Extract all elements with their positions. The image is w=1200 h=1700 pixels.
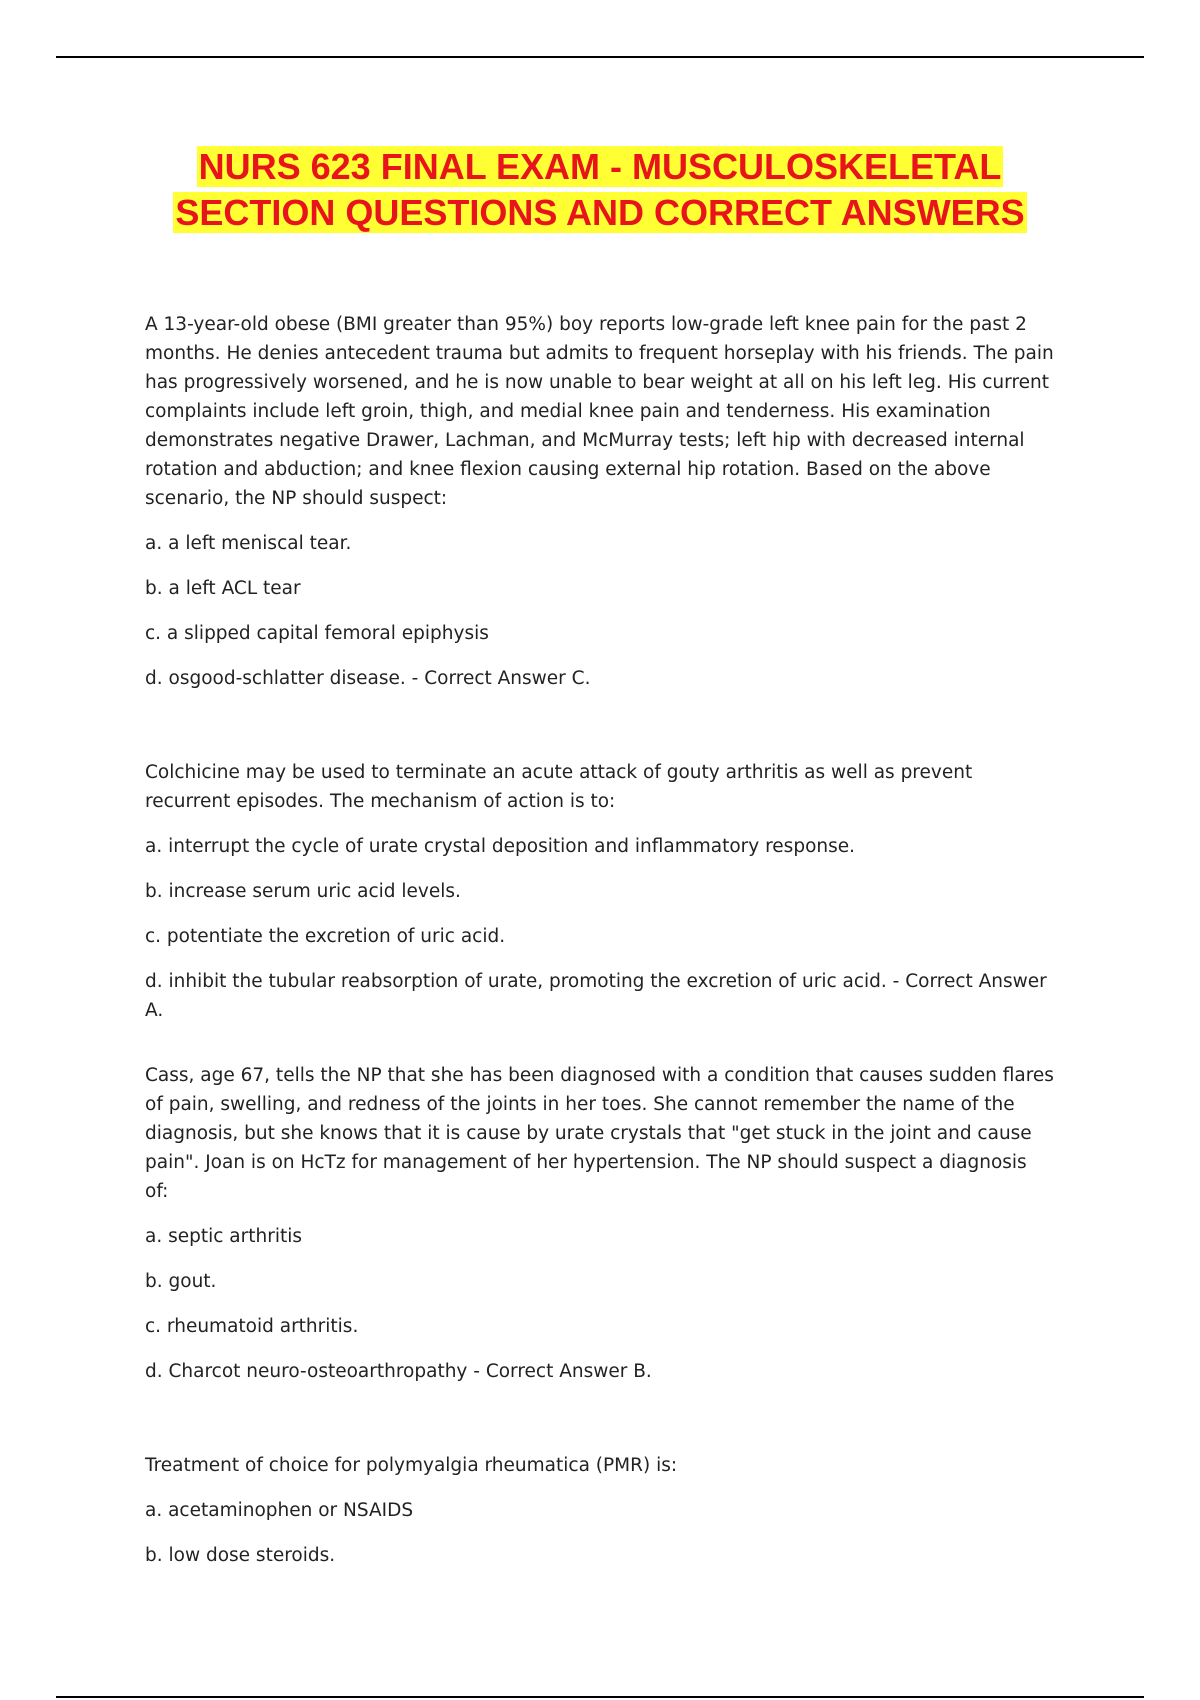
question-text: A 13-year-old obese (BMI greater than 95%) boy reports low-grade left knee pain for the past 2 months. He denies antecedent trauma but admits to frequent horseplay with his friends. The pain has progressively worsened, and he is now unable to bear weight at all on his left leg. His current complaints include left groin, thigh, and medial knee pain and tenderness. His examination demonstrates negative Drawer, Lachman, and McMurray tests; left hip with decreased internal rotation and abduction; and knee flexion causing external hip rotation. Based on the above scenario, the NP should suspect: — [145, 314, 1054, 509]
answer-option-c: c. a slipped capital femoral epiphysis — [145, 623, 489, 644]
answer-option-b: b. gout. — [145, 1271, 217, 1292]
answer-option-b: b. a left ACL tear — [145, 578, 301, 599]
document-body — [145, 310, 1055, 1635]
question-2 — [145, 758, 1055, 1021]
answer-option-d: d. inhibit the tubular reabsorption of urate, promoting the excretion of uric acid. - Correct Answer A. — [145, 971, 1047, 1021]
answer-option-b: b. increase serum uric acid levels. — [145, 881, 461, 902]
answer-option-a: a. septic arthritis — [145, 1226, 303, 1247]
answer-option-a: a. a left meniscal tear. — [145, 533, 352, 554]
answer-option-b: b. low dose steroids. — [145, 1545, 336, 1566]
answer-option-a: a. acetaminophen or NSAIDS — [145, 1500, 414, 1521]
document-title-text: NURS 623 FINAL EXAM - MUSCULOSKELETAL SECTION QUESTIONS AND CORRECT ANSWERS — [175, 146, 1025, 233]
answer-option-d: d. Charcot neuro-osteoarthropathy - Correct Answer B. — [145, 1361, 652, 1382]
question-3 — [145, 1061, 1055, 1402]
answer-option-c: c. rheumatoid arthritis. — [145, 1316, 359, 1337]
question-text: Treatment of choice for polymyalgia rheumatica (PMR) is: — [145, 1455, 678, 1476]
top-rule — [56, 56, 1144, 58]
answer-option-c: c. potentiate the excretion of uric acid. — [145, 926, 506, 947]
bottom-rule — [56, 1696, 1144, 1698]
question-text: Cass, age 67, tells the NP that she has been diagnosed with a condition that causes sudden flares of pain, swelling, and redness of the joints in her toes. She cannot remember the name of the diagnosis, but she knows that it is cause by urate crystals that "get stuck in the joint and cause pain". Joan is on HcTz for management of her hypertension. The NP should suspect a diagnosis of: — [145, 1065, 1054, 1202]
question-1 — [145, 310, 1055, 709]
question-4 — [145, 1451, 1055, 1586]
answer-option-d: d. osgood-schlatter disease. - Correct Answer C. — [145, 668, 591, 689]
answer-option-a: a. interrupt the cycle of urate crystal deposition and inflammatory response. — [145, 836, 856, 857]
document-title — [130, 144, 1070, 236]
question-text: Colchicine may be used to terminate an acute attack of gouty arthritis as well as prevent recurrent episodes. The mechanism of action is to: — [145, 762, 973, 812]
